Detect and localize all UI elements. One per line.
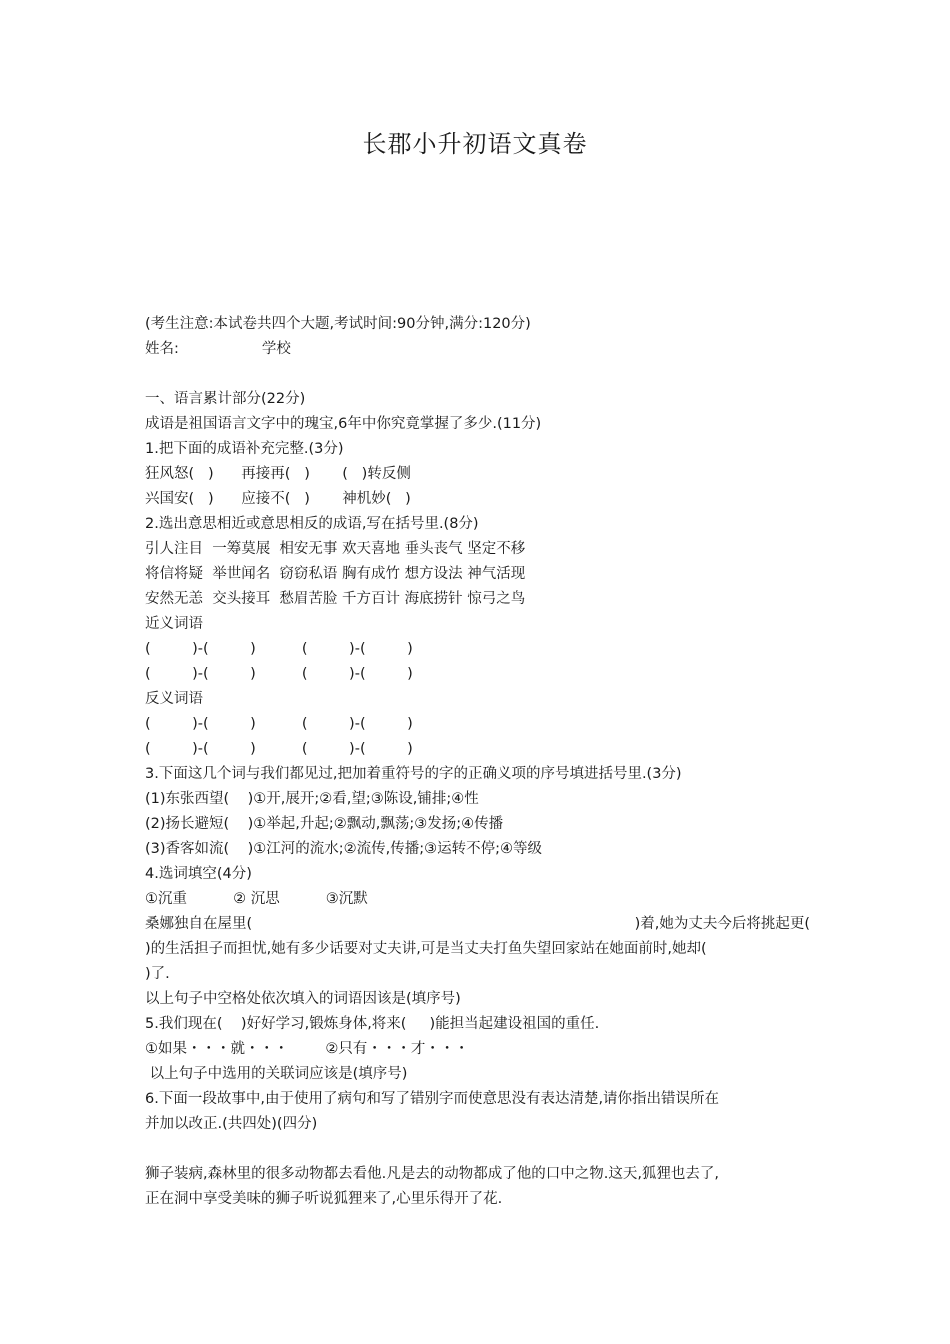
q6-prompt: 6.下面一段故事中,由于使用了病句和写了错别字而使意思没有表达清楚,请你指出错误所在 <box>145 1091 720 1107</box>
q2-antonym-label: 反义词语 <box>145 691 203 707</box>
q4-sentence-line: )了. <box>145 966 170 982</box>
q3-item: (2)扬长避短( )①举起,升起;②飘动,飘荡;③发扬;④传播 <box>145 816 504 832</box>
exam-notice: (考生注意:本试卷共四个大题,考试时间:90分钟,满分:120分) <box>145 316 531 332</box>
q1-row: 兴国安( ) 应接不( ) 神机妙( ) <box>145 491 411 507</box>
document-title: 长郡小升初语文真卷 <box>362 130 588 158</box>
q4-sentence-mid: )着,她为丈夫今后将挑起更( <box>634 916 810 932</box>
q3-item: (3)香客如流( )①江河的流水;②流传,传播;③运转不停;④等级 <box>145 841 543 857</box>
q6-prompt: 并加以改正.(共四处)(四分) <box>145 1116 318 1132</box>
q2-answer-row: ( )-( ) ( )-( ) <box>145 716 413 732</box>
q2-idioms-row: 引人注目 一筹莫展 相安无事 欢天喜地 垂头丧气 坚定不移 <box>145 541 526 557</box>
q2-idioms-row: 将信将疑 举世闻名 窃窃私语 胸有成竹 想方设法 神气活现 <box>145 566 526 582</box>
q3-prompt: 3.下面这几个词与我们都见过,把加着重符号的字的正确义项的序号填进括号里.(3分) <box>145 766 682 782</box>
q5-prompt: 5.我们现在( )好好学习,锻炼身体,将来( )能担当起建设祖国的重任. <box>145 1016 600 1032</box>
q5-options: ①如果・・・就・・・ ②只有・・・才・・・ <box>145 1041 469 1057</box>
name-school-line: 姓名: 学校 <box>145 341 291 357</box>
q4-sentence-line <box>145 912 810 937</box>
q2-idioms-row: 安然无恙 交头接耳 愁眉苦脸 千方百计 海底捞针 惊弓之鸟 <box>145 591 526 607</box>
q2-prompt: 2.选出意思相近或意思相反的成语,写在括号里.(8分) <box>145 516 479 532</box>
spacer <box>145 1137 810 1162</box>
q1-prompt: 1.把下面的成语补充完整.(3分) <box>145 441 344 457</box>
q4-answer-prompt: 以上句子中空格处依次填入的词语因该是(填序号) <box>145 991 461 1007</box>
q2-answer-row: ( )-( ) ( )-( ) <box>145 641 413 657</box>
q2-answer-row: ( )-( ) ( )-( ) <box>145 741 413 757</box>
q4-options: ①沉重 ② 沉思 ③沉默 <box>145 891 368 907</box>
q4-sentence-start: 桑娜独自在屋里( <box>145 916 253 932</box>
q1-row: 狂风怒( ) 再接再( ) ( )转反侧 <box>145 466 411 482</box>
q4-sentence-line: )的生活担子而担忧,她有多少话要对丈夫讲,可是当丈夫打鱼失望回家站在她面前时,她却( <box>145 941 707 957</box>
section-intro: 成语是祖国语言文字中的瑰宝,6年中你究竟掌握了多少.(11分) <box>145 416 542 432</box>
section-heading: 一、语言累计部分(22分) <box>145 391 306 407</box>
spacer <box>145 362 810 387</box>
q3-item: (1)东张西望( )①开,展开;②看,望;③陈设,铺排;④性 <box>145 791 479 807</box>
q6-story: 狮子装病,森林里的很多动物都去看他.凡是去的动物都成了他的口中之物.这天,狐狸也去了, <box>145 1166 720 1182</box>
q6-story: 正在洞中享受美味的狮子听说狐狸来了,心里乐得开了花. <box>145 1191 503 1207</box>
q5-answer-prompt: 以上句子中选用的关联词应该是(填序号) <box>145 1066 408 1082</box>
exam-body <box>145 312 810 1212</box>
q2-synonym-label: 近义词语 <box>145 616 203 632</box>
q2-answer-row: ( )-( ) ( )-( ) <box>145 666 413 682</box>
q4-prompt: 4.选词填空(4分) <box>145 866 252 882</box>
